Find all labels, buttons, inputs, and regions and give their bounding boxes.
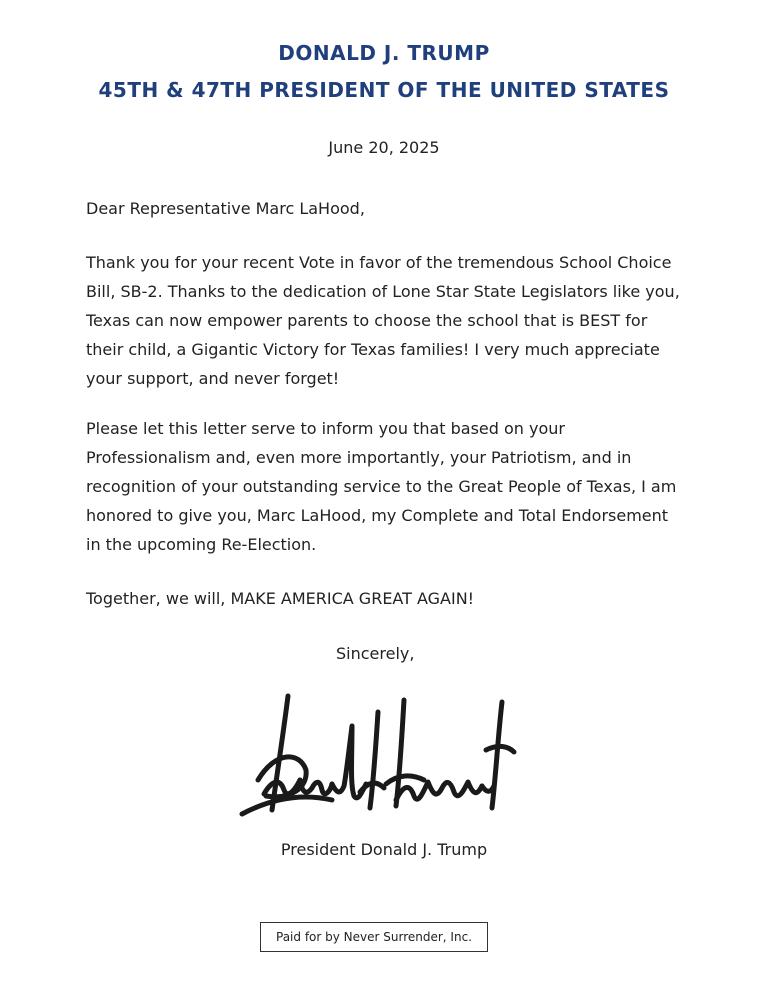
- signer-name: President Donald J. Trump: [280, 840, 488, 859]
- letter-date: June 20, 2025: [328, 138, 440, 157]
- letterhead-office: 45TH & 47TH PRESIDENT OF THE UNITED STATES: [98, 78, 670, 102]
- signature: [236, 688, 526, 828]
- closing: Sincerely,: [336, 644, 415, 663]
- letterhead: [0, 38, 768, 106]
- salutation: Dear Representative Marc LaHood,: [86, 199, 365, 218]
- body-paragraph-1: Thank you for your recent Vote in favor of the tremendous School Choice Bill, SB-2. Thanks to the dedication of Lone Star State Legislators like you, Texas can now empower parents to choose the school that is BEST for their child, a Gigantic Victory for Texas families! I very much appreciate your support, and never forget!: [86, 253, 680, 388]
- letterhead-name: DONALD J. TRUMP: [278, 41, 490, 65]
- paid-for-disclaimer: Paid for by Never Surrender, Inc.: [260, 922, 488, 952]
- body-paragraph-2: Please let this letter serve to inform you that based on your Professionalism and, even more importantly, your Patriotism, and in recognition of your outstanding service to the Great People of Texas, I am honored to give you, Marc LaHood, my Complete and Total Endorsement in the upcoming Re-Election.: [86, 419, 677, 554]
- body-paragraph-3: Together, we will, MAKE AMERICA GREAT AGAIN!: [86, 589, 475, 608]
